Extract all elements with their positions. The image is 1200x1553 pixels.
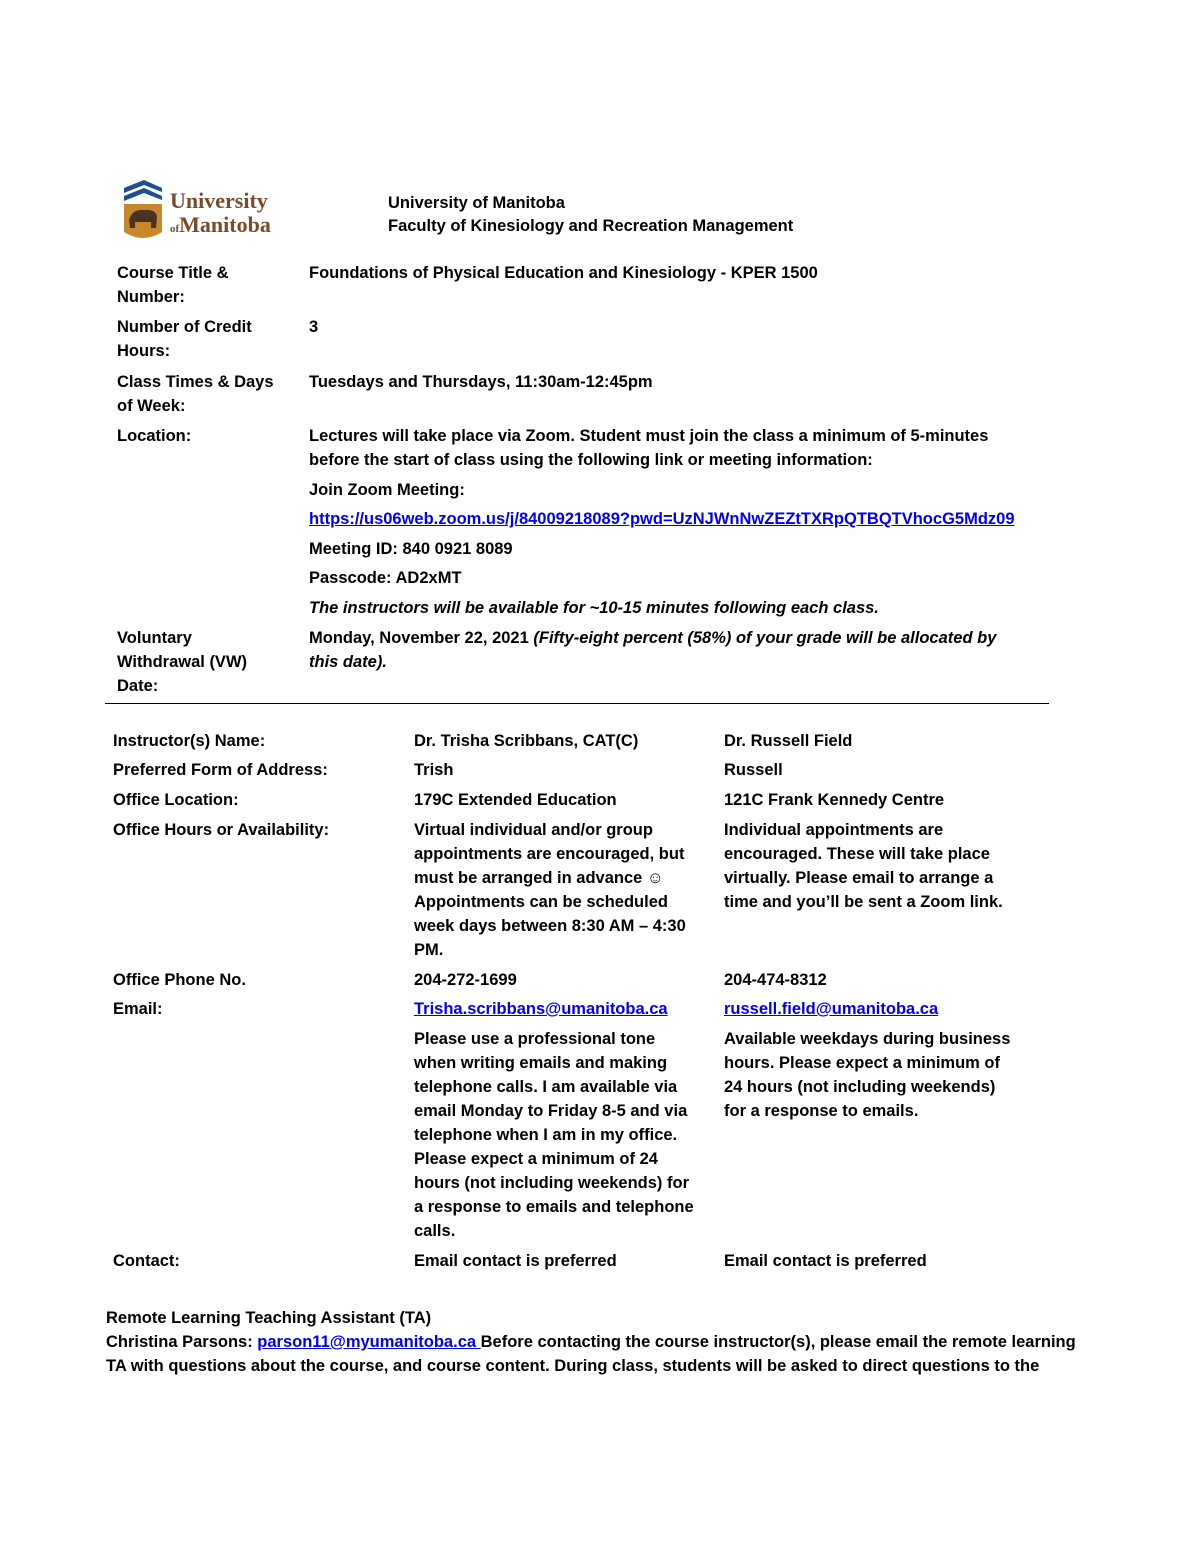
instructor-a-email-link[interactable]: Trisha.scribbans@umanitoba.ca xyxy=(414,1000,668,1018)
university-logo xyxy=(120,176,290,246)
ta-line-1 xyxy=(106,1330,1096,1354)
ta-name: Christina Parsons: xyxy=(106,1333,258,1351)
location-label: Location: xyxy=(117,427,192,445)
section-divider xyxy=(105,703,1049,704)
office-hours-label: Office Hours or Availability: xyxy=(113,821,330,839)
instructor-name-label: Instructor(s) Name: xyxy=(113,732,266,750)
instructor-b-email-link[interactable]: russell.field@umanitoba.ca xyxy=(724,1000,939,1018)
instructor-b-hours: Individual appointments are encouraged. These will take place virtually. Please email to arrange a time and you’ll be sent a Zoom link. xyxy=(724,821,1003,911)
document-header xyxy=(388,191,793,237)
zoom-link-wrap xyxy=(309,507,1039,531)
meeting-id: Meeting ID: 840 0921 8089 xyxy=(309,540,513,558)
credit-hours-label: Number of Credit Hours: xyxy=(117,318,252,360)
instructor-b-email-wrap xyxy=(724,997,1024,1021)
ta-email-link[interactable]: parson11@myumanitoba.ca xyxy=(257,1333,481,1351)
email-label: Email: xyxy=(113,1000,163,1018)
vw-date-label: Voluntary Withdrawal (VW) Date: xyxy=(117,629,248,695)
ta-text-1: Before contacting the course instructor(s), please email the remote learning xyxy=(480,1333,1076,1351)
instructor-a-contact: Email contact is preferred xyxy=(414,1252,617,1270)
contact-label: Contact: xyxy=(113,1252,180,1270)
logo-university-text: University xyxy=(170,188,268,213)
credit-hours-value: 3 xyxy=(309,318,319,336)
class-times-label: Class Times & Days of Week: xyxy=(117,373,274,415)
course-title-value: Foundations of Physical Education and Kinesiology - KPER 1500 xyxy=(309,264,818,282)
faculty-name: Faculty of Kinesiology and Recreation Management xyxy=(388,217,794,235)
location-line-2: before the start of class using the following link or meeting information: xyxy=(309,451,873,469)
vw-date-value xyxy=(309,626,1039,674)
instructor-b-office: 121C Frank Kennedy Centre xyxy=(724,791,945,809)
location-value xyxy=(309,424,1039,472)
instructor-b-phone: 204-474-8312 xyxy=(724,971,827,989)
instructor-a-email-note: Please use a professional tone when writing emails and making telephone calls. I am available via email Monday to Friday 8-5 and via telephone when I am in my office. Please expect a minimum of 24 hours (not including weekends) for a response to emails and telephone calls. xyxy=(414,1030,694,1240)
vw-date: Monday, November 22, 2021 xyxy=(309,629,529,647)
join-zoom-label: Join Zoom Meeting: xyxy=(309,481,465,499)
zoom-meeting-link[interactable]: https://us06web.zoom.us/j/84009218089?pwd=UzNJWnNwZEZtTXRpQTBQTVhocG5Mdz09 xyxy=(309,510,1015,528)
vw-note-line-1: (Fifty-eight percent (58%) of your grade will be allocated by xyxy=(528,629,997,647)
location-line-1: Lectures will take place via Zoom. Student must join the class a minimum of 5-minutes xyxy=(309,427,989,445)
instructor-b-address: Russell xyxy=(724,761,783,779)
availability-note: The instructors will be available for ~10-15 minutes following each class. xyxy=(309,599,879,617)
ta-text-2: TA with questions about the course, and course content. During class, students will be asked to direct questions to the xyxy=(106,1357,1040,1375)
ta-heading: Remote Learning Teaching Assistant (TA) xyxy=(106,1309,432,1327)
vw-note-line-2: this date). xyxy=(309,653,387,671)
instructor-a-name: Dr. Trisha Scribbans, CAT(C) xyxy=(414,732,639,750)
instructor-a-office: 179C Extended Education xyxy=(414,791,617,809)
instructor-a-hours: Virtual individual and/or group appointments are encouraged, but must be arranged in advance ☺ Appointments can be scheduled week days between 8:30 AM – 4:30 PM. xyxy=(414,821,686,959)
instructor-b-contact: Email contact is preferred xyxy=(724,1252,927,1270)
university-name: University of Manitoba xyxy=(388,194,565,212)
office-phone-label: Office Phone No. xyxy=(113,971,246,989)
passcode: Passcode: AD2xMT xyxy=(309,569,462,587)
course-title-label: Course Title & Number: xyxy=(117,264,229,306)
instructor-a-phone: 204-272-1699 xyxy=(414,971,517,989)
instructor-b-email-note: Available weekdays during business hours. Please expect a minimum of 24 hours (not including weekends) for a response to emails. xyxy=(724,1030,1011,1120)
address-label: Preferred Form of Address: xyxy=(113,761,328,779)
instructor-a-address: Trish xyxy=(414,761,454,779)
logo-of-text: of xyxy=(170,223,180,235)
logo-manitoba-text: Manitoba xyxy=(179,212,271,237)
office-location-label: Office Location: xyxy=(113,791,239,809)
class-times-value: Tuesdays and Thursdays, 11:30am-12:45pm xyxy=(309,373,653,391)
instructor-a-email-wrap xyxy=(414,997,704,1021)
instructor-b-name: Dr. Russell Field xyxy=(724,732,853,750)
